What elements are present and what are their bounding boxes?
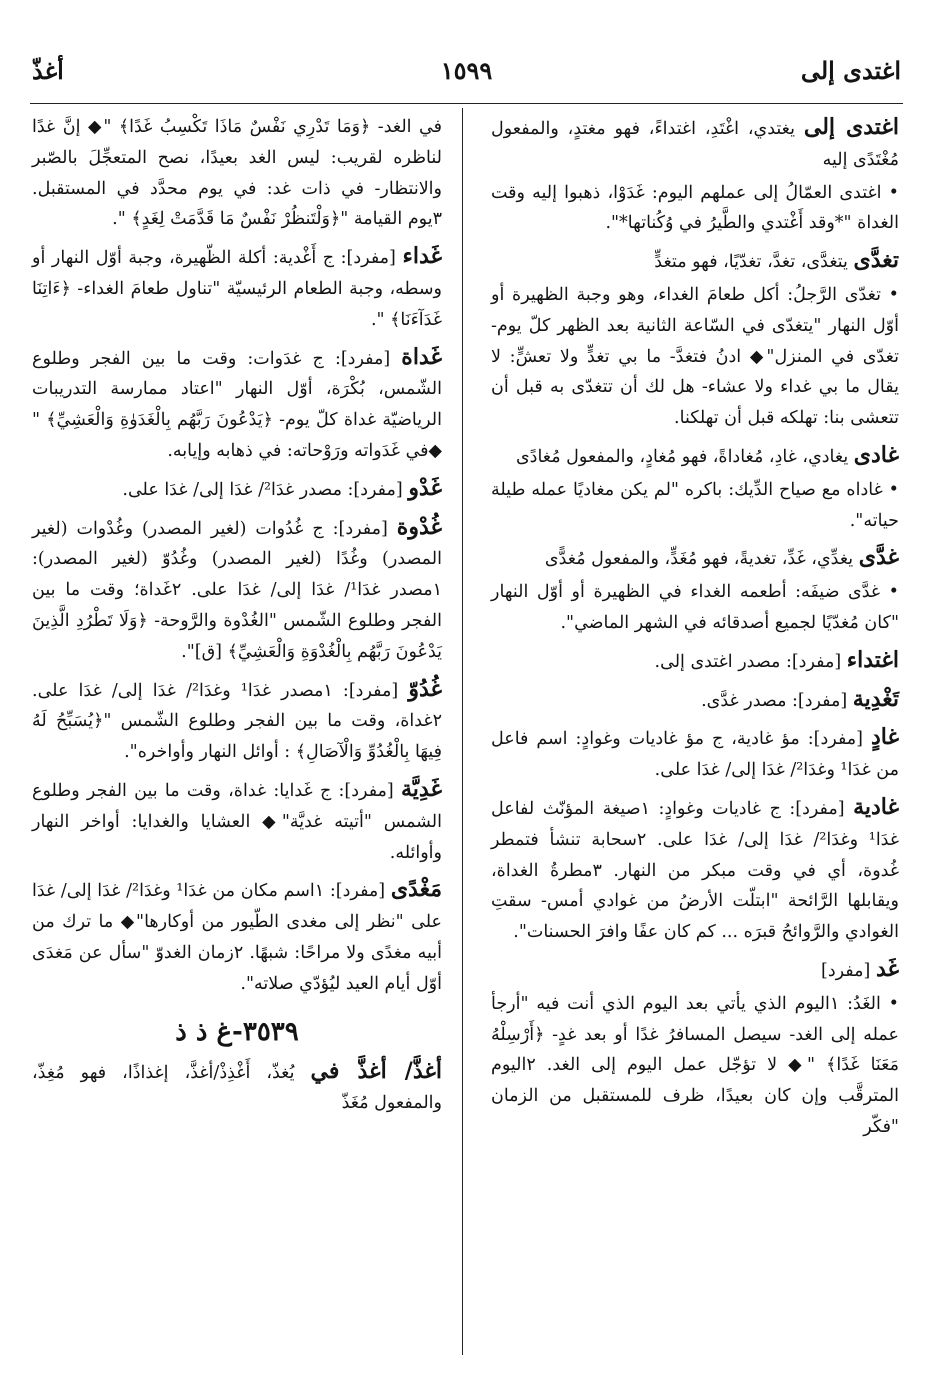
entry-headword: اغتدى إلى: [803, 114, 899, 140]
entry-headword: غادية: [853, 793, 899, 820]
entry-headword: غَدْو: [408, 474, 442, 501]
entry: [491, 684, 899, 717]
entry-sense: [491, 178, 899, 240]
header-guide-word-left: أغذّ: [32, 56, 64, 85]
entry-headword: غَداء: [402, 243, 442, 270]
entry-text: • غدَّى ضيفَه: أطعمه الغداء في الظهيرة أو أوّل النهار "كان مُغدّيًا لجميع أصدقائه في الشهر الماضي".: [491, 582, 899, 633]
page-header: [32, 56, 901, 96]
entry: [32, 473, 442, 506]
entry-headword: تَغْدِية: [852, 685, 899, 712]
entry: [491, 112, 899, 176]
entry-text: • اغتدى العمّالُ إلى عملهم اليوم: غَدَوْا، ذهبوا إليه وقت الغداة "*وقد أَغْتدي والطَّيرُ في وُكُناتها*".: [491, 182, 899, 234]
entry-sense: [491, 280, 899, 434]
entry: [32, 1056, 442, 1120]
header-guide-word-right: اغتدى إلى: [800, 56, 901, 85]
entry-text: يغدِّي، غَدِّ، تغديةً، فهو مُغَدٍّ، والمفعول مُغدًّى: [544, 549, 859, 570]
entry-text: [مفرد]: ج غُدُوات (لغير المصدر) وغُدْوات (لغير المصدر) وغُدًا (لغير المصدر) وغُدُوّ (لغير المصدر): ١مصدر غدَا¹/ غدَا إلى/ غدَا على. ٢غَداة؛ وقت ما بين الفجر وطلوع الشّمس "الغُدْوة والرَّوحة- ﴿وَلَا تَطْرُدِ الَّذِينَ يَدْعُونَ رَبَّهُم بِالْغُدْوَةِ وَالْعَشِيِّ﴾ [ق]".: [32, 518, 442, 662]
entry-text: يُغذّ، أَغْذِذْ/أغذَّ، إغذاذًا، فهو مُغِذّ، والمفعول مُغَذّ: [32, 1062, 442, 1114]
entry-text: [مفرد]: [821, 960, 876, 981]
entry-headword: تغدَّى: [853, 247, 899, 274]
entry-text: [مفرد]: ج غاديات وغوادٍ: ١صيغة المؤنّث لفاعل غدَا¹ وغدَا²/ غدَا إلى/ غدَا على. ٢سحابة تنشأ فتمطر غُدوة، أي في وقت مبكر من النهار. ٣مطرةُ الغداة، ويقابلها الرَّائحة "ابتلّت الأرضُ من غوادي أمس- سقتِ الغوادي والرَّوائحُ قبرَه ... كم كان عفًا وافرَ الحسنات".: [491, 798, 900, 943]
entry-text: [مفرد]: مصدر اغتدى إلى.: [654, 651, 847, 672]
entry-headword: مَغْدًى: [390, 876, 442, 903]
entry: [491, 440, 899, 473]
entry-text: [مفرد]: مصدر غدَّى.: [701, 690, 853, 711]
entry: [491, 722, 899, 786]
entry: [32, 774, 442, 868]
entry-headword: غُدْوة: [396, 513, 442, 540]
entry-text: • غاداه مع صياح الدِّيك: باكره "لم يكن مغاديًا عمله طيلة حياته".: [491, 479, 899, 531]
entry: [32, 241, 442, 335]
entry-headword: اغتداء: [846, 646, 899, 673]
column-divider: [462, 108, 463, 1355]
entry-text: [مفرد]: ١مصدر غدَا¹ وغدَا²/ غدَا إلى/ غدَا على. ٢غداة، وقت ما بين الفجر وطلوع الشّمس "﴿يُسَبِّحُ لَهُ فِيهَا بِالْغُدُوِّ وَالْآصَالِ﴾ : أوائل النهار وأواخره".: [32, 680, 442, 763]
entry-headword: غادى: [853, 441, 899, 468]
entry-headword: أغذَّ/ أغذَّ في: [310, 1057, 443, 1084]
entry-headword: غادٍ: [870, 724, 899, 751]
entry-continuation: [32, 112, 442, 235]
entry-text: [مفرد]: ج غَدايا: غداة، وقت ما بين الفجر وطلوع الشمس "أتيته غديَّة"◆ العشايا والغدايا: أواخر النهار وأوائله.: [32, 780, 442, 863]
entry: [491, 954, 899, 987]
root-section-title: ٣٥٣٩-غ ذ ذ: [175, 1016, 299, 1047]
entry-sense: [491, 989, 899, 1143]
entry: [491, 645, 899, 678]
entry-text: يتغدَّى، تغدَّ، تغدّيًا، فهو متغدٍّ: [654, 252, 854, 273]
entry: [32, 512, 442, 668]
entry: [491, 542, 899, 575]
entry-headword: غَدِيَّة: [401, 775, 442, 802]
entry-headword: غدَّى: [858, 544, 899, 571]
entry-text: في الغد- ﴿وَمَا تَدْرِي نَفْسٌ مَاذَا تَكْسِبُ غَدًا﴾ "◆ إنَّ غدًا لناظره لقريب: ليس الغد بعيدًا، نصح المتعجِّلَ بالصّبر والانتظار- في ذات غد: في يوم محدَّد في المستقبل. ٣يوم القيامة "﴿وَلْتَنظُرْ نَفْسٌ مَا قَدَّمَتْ لِغَدٍ﴾ ".: [32, 117, 442, 230]
entry-headword: غَداة: [401, 343, 442, 370]
header-rule: [30, 103, 903, 104]
entry: [32, 674, 442, 768]
entry-headword: غَد: [875, 955, 899, 982]
entry-text: [مفرد]: ج غدَوات: وقت ما بين الفجر وطلوع الشّمس، بُكْرَة، أوّل النهار "اعتاد ممارسة التدريبات الرياضيّة غداة كلّ يوم- ﴿يَدْعُونَ رَبَّهُم بِالْغَدَوٰةِ وَالْعَشِيِّ﴾ " ◆في غَدَواته ورَوْحاته: في ذهابه وإيابه.: [32, 348, 442, 461]
page-number: ١٥٩٩: [440, 56, 493, 85]
entry: [491, 792, 899, 948]
entry-text: يغادي، غادِ، مُغاداةً، فهو مُغادٍ، والمفعول مُغادًى: [515, 446, 854, 467]
entry-text: • تغدّى الرَّجلُ: أكل طعامَ الغداء، وهو وجبة الظهيرة أو أوّل النهار "يتغدّى في السّاعة الثانية بعد الظهر كلّ يوم- تغدّى في المنزل"◆ ادنُ فتغدَّ- ما بي تغدٍّ ولا تعشٍّ: لا يقال ما بي غداء ولا عشاء- هل لك أن تتغدّى به قبل أن تتعشى بنا: تهلكه قبل أن تهلكنا.: [491, 284, 899, 429]
entry-text: [مفرد]: مصدر غدَا²/ غدَا إلى/ غدَا على.: [122, 479, 409, 500]
entry-text: [مفرد]: مؤ غادية، ج مؤ غاديات وغوادٍ: اسم فاعل من غدَا¹ وغدَا²/ غدَا إلى/ غدَا على.: [491, 729, 899, 781]
entry-headword: غُدُوّ: [408, 675, 443, 702]
entry-text: [مفرد]: ج أَغْدية: أكلة الظّهيرة، وجبة أوّل النهار أو وسطه، وجبة الطعام الرئيسيّة "تناول طعامَ الغداء- ﴿ءَاتِنَا غَدَآءَنَا﴾ ".: [32, 248, 442, 330]
left-column: [32, 112, 442, 1121]
entry-text: • الغَدُ: ١اليوم الذي يأتي بعد اليوم الذي أنت فيه "أرجأ عمله إلى الغد- سيصل المسافرُ غدًا أو بعد غدٍ- ﴿أَرْسِلْهُ مَعَنَا غَدًا﴾ "◆ لا تؤجّل عمل اليوم إلى الغد. ٢اليوم المترقَّب وإن كان بعيدًا، ظرف للمستقبل من الزمان "فكّر: [491, 993, 899, 1137]
entry-text: يغتدي، اغْتَدِ، اغتداءً، فهو مغتدٍ، والمفعول مُغْتَدًى إليه: [491, 119, 899, 170]
entry: [491, 245, 899, 278]
entry: [32, 342, 442, 467]
entry-sense: [491, 577, 899, 639]
entry-sense: [491, 475, 899, 537]
right-column: [491, 112, 899, 1145]
entry-text: [مفرد]: ١اسم مكان من غدَا¹ وغدَا²/ غدَا إلى/ غدَا على "نظر إلى مغدى الطّيور من أوكارها"◆ ما ترك من أبيه مغدًى ولا مراحًا: شبهًا. ٢زمان الغدوّ "سأل عن مَغدَى أوّل أيام العيد ليُؤدّي صلاته".: [32, 881, 442, 994]
entry: [32, 874, 442, 999]
